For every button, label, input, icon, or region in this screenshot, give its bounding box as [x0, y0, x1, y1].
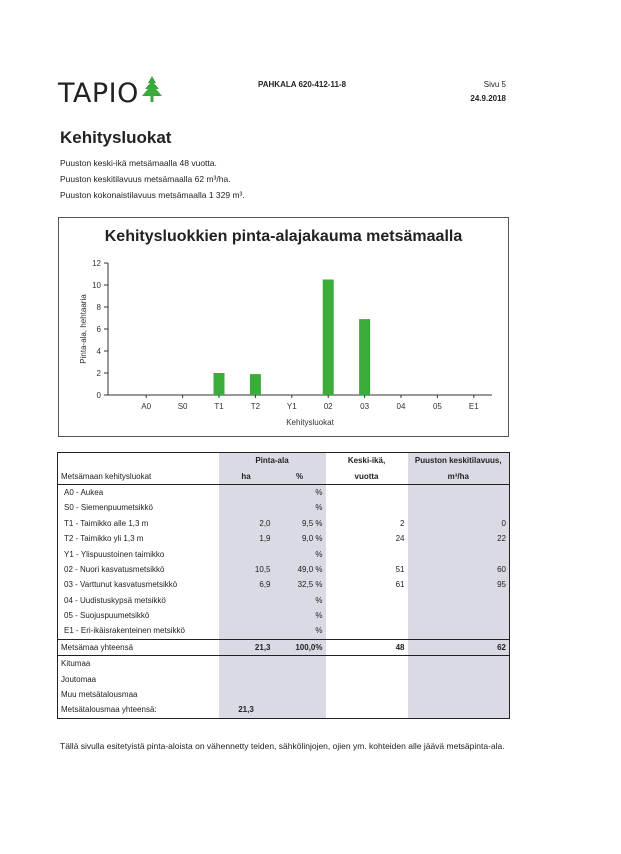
x-tick-label: 04 [396, 402, 406, 411]
table-row [58, 516, 510, 531]
table-total-row [58, 639, 510, 655]
other-row-empty [326, 671, 408, 686]
row-mean-volume [408, 484, 510, 500]
total-volume: 62 [408, 639, 510, 655]
y-tick-label: 6 [96, 325, 101, 334]
y-tick-label: 4 [96, 347, 101, 356]
row-mean-age [326, 546, 408, 561]
document-code: PAHKALA 620-412-11-8 [258, 80, 347, 89]
row-mean-age: 24 [395, 534, 405, 544]
total-ha: 21,3 [219, 639, 274, 655]
y-tick-label: 0 [96, 391, 101, 400]
row-class-label: 02 - Nuori kasvatusmetsikkö [64, 564, 165, 574]
row-area-pct: 9,5 % [274, 516, 326, 531]
other-row-empty [274, 656, 326, 672]
row-class-label: Y1 - Ylispuustoinen taimikko [64, 549, 165, 559]
bar-02 [323, 280, 334, 396]
row-class-label: 04 - Uudistuskypsä metsikkö [64, 595, 166, 605]
development-class-table [57, 452, 509, 719]
other-row-label: Metsätalousmaa yhteensä: [61, 705, 157, 715]
info-line-total-volume: Puuston kokonaistilavuus metsämaalla 1 329 m³. [60, 190, 245, 200]
row-class-label: E1 - Eri-ikäisrakenteinen metsikkö [64, 626, 185, 636]
other-row-ha: 21,3 [219, 702, 274, 718]
row-mean-volume [408, 608, 510, 623]
other-row-empty [408, 656, 510, 672]
other-row-empty [408, 702, 510, 718]
row-mean-age: 2 [400, 518, 405, 528]
table-other-row [58, 656, 510, 672]
y-tick-label: 2 [96, 369, 101, 378]
x-tick-label: 05 [432, 402, 442, 411]
x-tick-label: 03 [360, 402, 370, 411]
info-line-mean-volume: Puuston keskitilavuus metsämaalla 62 m³/ha. [60, 174, 231, 184]
table-row [58, 500, 510, 515]
row-mean-volume [408, 593, 510, 608]
row-mean-age [326, 608, 408, 623]
row-area-ha [219, 623, 274, 639]
row-area-ha: 1,9 [219, 531, 274, 546]
x-tick-label: 02 [323, 402, 333, 411]
table-other-row [58, 702, 510, 718]
row-area-pct: % [274, 500, 326, 515]
row-mean-volume: 22 [408, 531, 510, 546]
row-mean-volume [408, 623, 510, 639]
row-area-ha [219, 500, 274, 515]
row-class-label: T1 - Taimikko alle 1,3 m [64, 518, 149, 528]
table-other-row [58, 671, 510, 686]
row-area-pct: % [274, 484, 326, 500]
row-class-label: A0 - Aukea [64, 487, 104, 497]
row-area-ha [219, 546, 274, 561]
row-mean-age [326, 623, 408, 639]
row-mean-age: 61 [395, 580, 405, 590]
header-ha: ha [219, 468, 274, 484]
header-cell [58, 453, 219, 469]
y-tick-label: 8 [96, 303, 101, 312]
row-mean-volume: 0 [408, 516, 510, 531]
bar-03 [359, 319, 370, 395]
table-header-row-1 [58, 453, 510, 469]
table-row [58, 593, 510, 608]
x-axis-label: Kehitysluokat [286, 418, 334, 427]
row-mean-age [326, 593, 408, 608]
row-area-ha: 10,5 [219, 562, 274, 577]
header-volume: Puuston keskitilavuus, [408, 453, 510, 469]
other-row-label: Joutomaa [61, 674, 97, 684]
row-mean-age: 51 [395, 564, 405, 574]
bar-t1 [214, 373, 225, 395]
row-area-pct: % [274, 608, 326, 623]
row-mean-age [326, 484, 408, 500]
x-tick-label: A0 [141, 402, 152, 411]
row-class-label: 03 - Varttunut kasvatusmetsikkö [64, 580, 178, 590]
row-area-pct: 32,5 % [274, 577, 326, 592]
x-tick-label: S0 [177, 402, 188, 411]
other-row-empty [326, 656, 408, 672]
other-row-empty [408, 687, 510, 702]
row-area-ha [219, 593, 274, 608]
row-area-pct: 49,0 % [274, 562, 326, 577]
table-row [58, 562, 510, 577]
header-pct: % [274, 468, 326, 484]
info-line-age: Puuston keski-ikä metsämaalla 48 vuotta. [60, 158, 217, 168]
row-mean-age [326, 500, 408, 515]
y-axis-label: Pinta-ala, hehtaaria [79, 294, 88, 364]
table-other-row [58, 687, 510, 702]
table-header-row-2 [58, 468, 510, 484]
header-area: Pinta-ala [219, 453, 326, 469]
other-row-empty [326, 702, 408, 718]
chart-title: Kehitysluokkien pinta-alajakauma metsämaalla [104, 228, 463, 245]
row-class-label: 05 - Suojuspuumetsikkö [64, 611, 150, 621]
x-tick-label: Y1 [286, 402, 297, 411]
x-tick-label: T1 [214, 402, 224, 411]
other-row-ha [219, 671, 274, 686]
table-row [58, 546, 510, 561]
row-area-ha [219, 608, 274, 623]
document-date: 24.9.2018 [470, 94, 506, 103]
y-tick-label: 12 [92, 259, 101, 268]
row-mean-volume: 95 [408, 577, 510, 592]
other-row-label: Kitumaa [61, 659, 91, 669]
row-area-pct: % [274, 546, 326, 561]
table-row [58, 608, 510, 623]
table-row [58, 577, 510, 592]
other-row-label: Muu metsätalousmaa [61, 690, 138, 700]
total-age: 48 [326, 639, 408, 655]
x-tick-label: E1 [468, 402, 479, 411]
row-area-ha [219, 484, 274, 500]
tapio-logo-text: TAPIO [58, 78, 139, 109]
table-row [58, 623, 510, 639]
other-row-empty [274, 687, 326, 702]
bar-chart [58, 217, 509, 437]
other-row-ha [219, 656, 274, 672]
header-years: vuotta [326, 468, 408, 484]
header-m3ha: m³/ha [408, 468, 510, 484]
table-row [58, 484, 510, 500]
page-number: Sivu 5 [483, 80, 506, 89]
header-age: Keski-ikä, [347, 456, 386, 466]
row-area-ha: 2,0 [219, 516, 274, 531]
row-mean-volume [408, 546, 510, 561]
row-area-pct: % [274, 623, 326, 639]
row-area-ha: 6,9 [219, 577, 274, 592]
row-area-pct: % [274, 593, 326, 608]
other-row-empty [326, 687, 408, 702]
row-mean-volume [408, 500, 510, 515]
other-row-empty [408, 671, 510, 686]
row-class-label: S0 - Siemenpuumetsikkö [64, 503, 153, 513]
table-row [58, 531, 510, 546]
y-tick-label: 10 [92, 281, 101, 290]
row-class-label: T2 - Taimikko yli 1,3 m [64, 534, 144, 544]
total-pct: 100,0% [274, 639, 326, 655]
bar-t2 [250, 374, 261, 395]
row-area-pct: 9,0 % [274, 531, 326, 546]
other-row-empty [274, 702, 326, 718]
section-title: Kehitysluokat [60, 128, 172, 147]
total-label: Metsämaa yhteensä [58, 639, 219, 655]
x-tick-label: T2 [250, 402, 261, 411]
tree-logo-icon [141, 76, 163, 104]
other-row-ha [219, 687, 274, 702]
footnote: Tällä sivulla esitetyistä pinta-aloista on vähennetty teiden, sähkölinjojen, ojien ym. kohteiden alle jäävä metsäpinta-ala. [60, 741, 505, 751]
header-class: Metsämaan kehitysluokat [58, 468, 219, 484]
row-mean-volume: 60 [408, 562, 510, 577]
other-row-empty [274, 671, 326, 686]
